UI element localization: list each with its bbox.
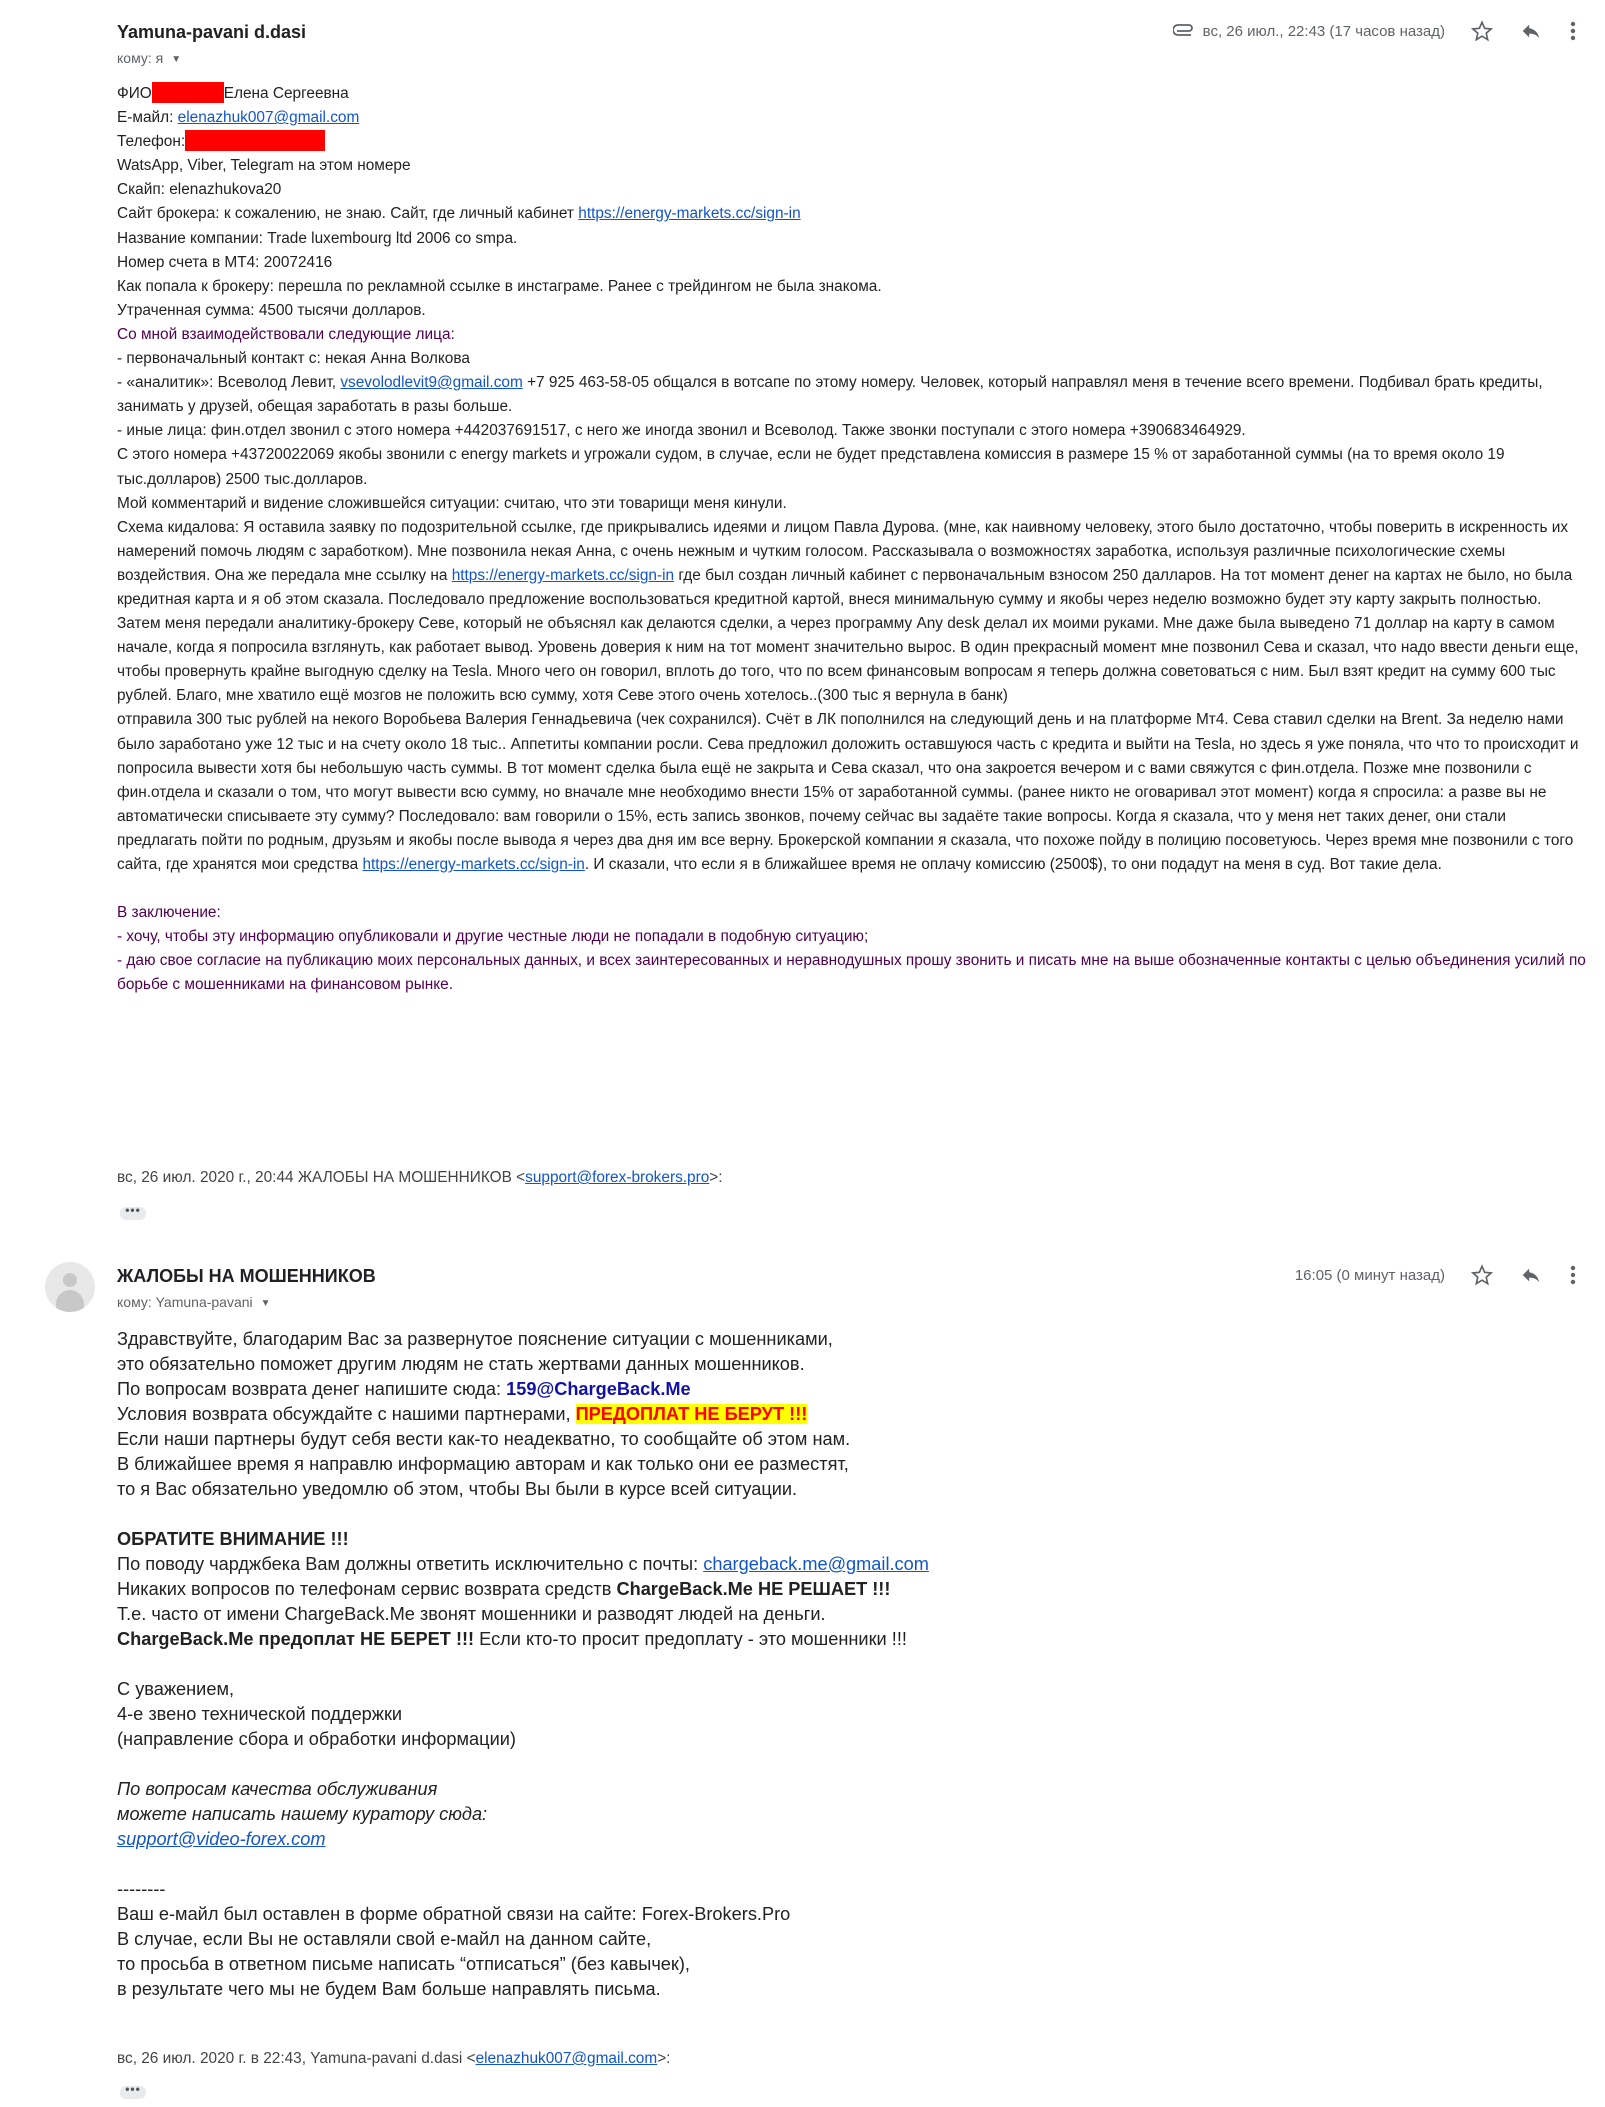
- message1-body: [117, 82, 1587, 998]
- phone-warning-line: Никаких вопросов по телефонам сервис возврата средств ChargeBack.Me НЕ РЕШАЕТ !!!: [117, 1579, 891, 1599]
- conclusion1-line: - хочу, чтобы эту информацию опубликовали и другие честные люди не попадали в подобную ситуацию;: [117, 928, 869, 946]
- reply-icon[interactable]: [1519, 20, 1543, 42]
- footer-line: В случае, если Вы не оставляли свой е-майл на данном сайте,: [117, 1929, 652, 1949]
- skype-line: Скайп: elenazhukova20: [117, 181, 282, 199]
- sent-paragraph: отправила 300 тыс рублей на некого Воробьева Валерия Геннадьевича (чек сохранился). Счёт в ЛК пополнился на следующий день и на платформе Мт4. Сева ставил сделки на Brent. За неделю нами было заработано уже 12 тыс и на счету около 18 тыс.. Аппетиты компании росли. Сева предложил доложить оставшуюся часть с кредита и выйти на Tesla, но здесь я уже поняла, что что то происходит и попросила вывести хотя бы небольшую часть суммы. В тот момент сделка была ещё не закрыта и Сева сказал, что она закроется вечером и с вами свяжутся с фин.отдела. Позже мне позвонили с фин.отдела и сказали о том, что могут вывести всю сумму, но вначале мне необходимо внести 15% от заработанной суммы. (ранее никто не оговаривал этот момент) когда я спросила: а разве вы не автоматически списываете эту сумму? Последовало: вам говорили о 15%, есть запись звонков, почему сейчас вы задаёте такие вопросы. Когда я сказала, что у меня нет таких денег, они стали предлагать пойти по родным, друзьям и якобы после вывода я через два дня им все верну. Брокерской компании я сказала, что похоже пойду в полицию посоветуюсь. Через время мне позвонили с того сайта, где хранятся мои средства https://energy-markets.cc/sign-in. И сказали, что если я в ближайшее время не оплачу комиссию (2500$), то они подадут на меня в суд. Вот такие дела.: [117, 711, 1579, 873]
- show-trimmed-button[interactable]: •••: [120, 1207, 146, 1220]
- message-date: 16:05 (0 минут назад): [1294, 1266, 1445, 1284]
- show-trimmed-button[interactable]: •••: [120, 2086, 146, 2099]
- quality-line: можете написать нашему куратору сюда:: [117, 1804, 488, 1824]
- star-icon[interactable]: [1471, 1264, 1493, 1286]
- message-meta: [1295, 1264, 1577, 1286]
- body-line: это обязательно поможет другим людям не стать жертвами данных мошенников.: [117, 1354, 805, 1374]
- analyst-email-link[interactable]: vsevolodlevit9@gmail.com: [340, 374, 523, 392]
- redacted-surname: [152, 82, 224, 103]
- quoted-email-link[interactable]: support@forex-brokers.pro: [525, 1169, 710, 1186]
- no-prepayment-highlight: ПРЕДОПЛАТ НЕ БЕРУТ !!!: [575, 1404, 808, 1424]
- curator-email-link[interactable]: support@video-forex.com: [117, 1829, 326, 1849]
- chevron-down-icon[interactable]: ▼: [171, 53, 182, 65]
- body-line: В ближайшее время я направлю информацию авторам и как только они ее разместят,: [117, 1454, 849, 1474]
- sender-name[interactable]: Yamuna-pavani d.dasi: [117, 22, 307, 42]
- chevron-down-icon[interactable]: ▼: [260, 1297, 271, 1309]
- signature-line: 4-е звено технической поддержки: [117, 1704, 403, 1724]
- body-line: Здравствуйте, благодарим Вас за развернутое пояснение ситуации с мошенниками,: [117, 1329, 833, 1349]
- contact1-line: - первоначальный контакт с: некая Анна Волкова: [117, 350, 470, 368]
- footer-line: в результате чего мы не будем Вам больше направлять письма.: [117, 1979, 661, 1999]
- body-line: Т.е. часто от имени ChargeBack.Me звонят мошенники и разводят людей на деньги.: [117, 1604, 826, 1624]
- prepayment-warning-line: ChargeBack.Me предоплат НЕ БЕРЕТ !!! Если кто-то просит предоплату - это мошенники !!!: [117, 1629, 907, 1649]
- message-meta: [1173, 20, 1577, 42]
- message-date: вс, 26 июл., 22:43 (17 часов назад): [1173, 23, 1445, 40]
- attachment-icon: [1173, 24, 1195, 38]
- email-link[interactable]: elenazhuk007@gmail.com: [177, 109, 360, 127]
- signature-line: С уважением,: [117, 1679, 235, 1699]
- how-line: Как попала к брокеру: перешла по рекламной ссылке в инстаграме. Ранее с трейдингом не была знакома.: [117, 277, 882, 295]
- broker-link[interactable]: https://energy-markets.cc/sign-in: [578, 205, 801, 223]
- recipient-line[interactable]: [117, 1294, 271, 1310]
- email-line: E-майл: elenazhuk007@gmail.com: [117, 109, 360, 127]
- company-line: Название компании: Trade luxembourg ltd 2006 co smpa.: [117, 229, 518, 247]
- signature-line: (направление сбора и обработки информации): [117, 1729, 516, 1749]
- separator: --------: [117, 1879, 166, 1899]
- lost-line: Утраченная сумма: 4500 тысячи долларов.: [117, 301, 426, 319]
- broker-site-line: Сайт брокера: к сожалению, не знаю. Сайт, где личный кабинет https://energy-markets.cc/sign-in: [117, 205, 801, 223]
- refund-contact-line: По вопросам возврата денег напишите сюда: 159@ChargeBack.Me: [117, 1379, 691, 1399]
- quoted-email-link[interactable]: elenazhuk007@gmail.com: [475, 2050, 658, 2067]
- body-line: то я Вас обязательно уведомлю об этом, чтобы Вы были в курсе всей ситуации.: [117, 1479, 798, 1499]
- message1-header: [117, 20, 1585, 70]
- message2-body: [117, 1327, 1417, 2002]
- redacted-phone: [185, 130, 325, 151]
- reply-icon[interactable]: [1519, 1264, 1543, 1286]
- conclusion-title: В заключение:: [117, 904, 221, 922]
- quality-line: По вопросам качества обслуживания: [117, 1779, 438, 1799]
- fio-line: ФИО Елена Сергеевна: [117, 82, 1587, 106]
- more-options-icon[interactable]: [1569, 20, 1577, 42]
- avatar: [45, 1262, 95, 1312]
- scheme-link[interactable]: https://energy-markets.cc/sign-in: [451, 566, 675, 584]
- scheme-paragraph: Схема кидалова: Я оставила заявку по подозрительной ссылке, где прикрывались идеями и лицом Павла Дурова. (мне, как наивному человеку, этого было достаточно, чтобы поверить в искренность их намерений помочь людям с заработком). Мне позвонила некая Анна, с очень нежным и чутким голосом. Рассказывала о возможностях заработка, используя различные психологические схемы воздействия. Она же передала мне ссылку на https://energy-markets.cc/sign-in где был создан личный кабинет с первоначальным взносом 250 далларов. На тот момент денег на картах не было, но была кредитная карта и я об этом сказала. Последовало предложение воспользоваться кредитной картой, внеся минимальную сумму и якобы через неделю возможно будет эту карту закрыть полностью. Затем меня передали аналитику-брокеру Севе, который не объяснял как делаются сделки, а через программу Any desk делал их моими руками. Мне даже была выведено 71 доллар на карту в самом начале, когда я попросила взглянуть, как работает вывод. Уровень доверия к ним на тот момент значительно вырос. В один прекрасный момент мне позвонил Сева и сказал, что надо ввести деньги еще, чтобы провернуть крайне выгодную сделку на Tesla. Много чего он говорил, вплоть до того, что по всем финансовым вопросам я теперь должна советоваться с ним. Был взят кредит на сумму 600 тыс рублей. Благо, мне хватило ещё мозгов не положить всю сумму, хотя Севе этого очень хотелось..(300 тыс я вернула в банк): [117, 518, 1579, 705]
- sender-name[interactable]: ЖАЛОБЫ НА МОШЕННИКОВ: [117, 1266, 376, 1286]
- account-line: Номер счета в МТ4: 20072416: [117, 253, 333, 271]
- refund-contact[interactable]: 159@ChargeBack.Me: [506, 1379, 691, 1399]
- recipient-label: кому: Yamuna-pavani: [117, 1294, 253, 1310]
- attention-heading: ОБРАТИТЕ ВНИМАНИЕ !!!: [117, 1529, 349, 1549]
- footer-line: то просьба в ответном письме написать “отписаться” (без кавычек),: [117, 1954, 690, 1974]
- analyst-line: - «аналитик»: Всеволод Левит, vsevolodlevit9@gmail.com +7 925 463-58-05 общался в вотсапе по этому номеру. Человек, который направлял меня в течение всего времени. Подбивал брать кредиты, занимать у друзей, обещая заработать в разы больше.: [117, 374, 1543, 416]
- conclusion2-line: - даю свое согласие на публикацию моих персональных данных, и всех заинтересованных и неравнодушных прошу звонить и писать мне на выше обозначенные контакты с целью объединения усилий по борьбе с мошенниками на финансовом рынке.: [117, 952, 1586, 994]
- body-line: Если наши партнеры будут себя вести как-то неадекватно, то сообщайте об этом нам.: [117, 1429, 851, 1449]
- quoted-header: вс, 26 июл. 2020 г. в 22:43, Yamuna-pavani d.dasi <elenazhuk007@gmail.com>:: [117, 2050, 671, 2067]
- star-icon[interactable]: [1471, 20, 1493, 42]
- more-options-icon[interactable]: [1569, 1264, 1577, 1286]
- footer-line: Ваш е-майл был оставлен в форме обратной связи на сайте: Forex-Brokers.Pro: [117, 1904, 791, 1924]
- other-persons-line: - иные лица: фин.отдел звонил с этого номера +442037691517, с него же иногда звонил и Всеволод. Также звонки поступали с этого номера +390683464929.: [117, 422, 1246, 440]
- message2-header: [117, 1264, 1585, 1314]
- chargeback-email-link[interactable]: chargeback.me@gmail.com: [703, 1554, 929, 1574]
- comment-line: Мой комментарий и видение сложившейся ситуации: считаю, что эти товарищи меня кинули.: [117, 494, 787, 512]
- persons-title: Со мной взаимодействовали следующие лица:: [117, 325, 455, 343]
- conditions-line: Условия возврата обсуждайте с нашими партнерами, ПРЕДОПЛАТ НЕ БЕРУТ !!!: [117, 1404, 808, 1424]
- messengers-line: WatsApp, Viber, Telegram на этом номере: [117, 157, 411, 175]
- quoted-header: вс, 26 июл. 2020 г., 20:44 ЖАЛОБЫ НА МОШЕННИКОВ <support@forex-brokers.pro>:: [117, 1169, 723, 1186]
- sent-link[interactable]: https://energy-markets.cc/sign-in: [362, 856, 585, 873]
- recipient-line[interactable]: [117, 50, 181, 66]
- chargeback-email-line: По поводу чарджбека Вам должны ответить исключительно с почты: chargeback.me@gmail.com: [117, 1554, 929, 1574]
- threat-line: С этого номера +43720022069 якобы звонили с energy markets и угрожали судом, в случае, если не будет представлена комиссия в размере 15 % от заработанной суммы (на то время около 19 тыс.долларов) 2500 тыс.долларов.: [117, 446, 1505, 488]
- recipient-label: кому: я: [117, 50, 164, 66]
- phone-line: Телефон:: [117, 130, 1587, 154]
